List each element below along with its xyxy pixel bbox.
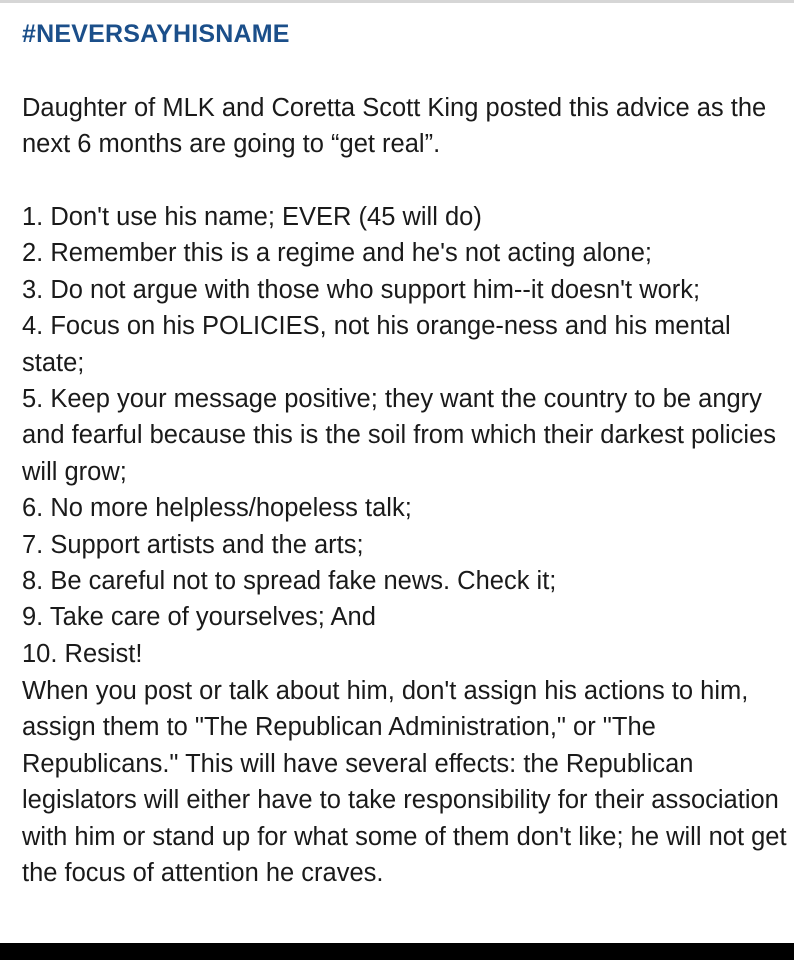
list-item: 5. Keep your message positive; they want the country to be angry and fearful because this is the soil from which their darkest policies will grow; — [22, 385, 777, 486]
list-item: 8. Be careful not to spread fake news. Check it; — [22, 567, 557, 596]
top-border — [0, 0, 794, 3]
advice-list — [22, 199, 782, 672]
bottom-bar — [0, 943, 794, 960]
list-item: 7. Support artists and the arts; — [22, 530, 364, 559]
list-item: 9. Take care of yourselves; And — [22, 603, 376, 632]
list-item: 6. No more helpless/hopeless talk; — [22, 494, 412, 523]
list-item: 2. Remember this is a regime and he's not acting alone; — [22, 239, 652, 268]
hashtag-heading: #NEVERSAYHISNAME — [22, 20, 290, 48]
closing-paragraph: When you post or talk about him, don't assign his actions to him, assign them to "The Republican Administration," or "The Republicans." This will have several effects: the Republican legislators will either have to take responsibility for their association with him or stand up for what some of them don't like; he will not get the focus of attention he craves. — [22, 677, 787, 888]
list-item: 3. Do not argue with those who support him--it doesn't work; — [22, 275, 701, 304]
intro-text: Daughter of MLK and Coretta Scott King posted this advice as the next 6 months are going to “get real”. — [22, 94, 767, 158]
list-item: 1. Don't use his name; EVER (45 will do) — [22, 203, 482, 231]
list-item: 10. Resist! — [22, 639, 143, 668]
list-item: 4. Focus on his POLICIES, not his orange-ness and his mental state; — [22, 312, 731, 377]
